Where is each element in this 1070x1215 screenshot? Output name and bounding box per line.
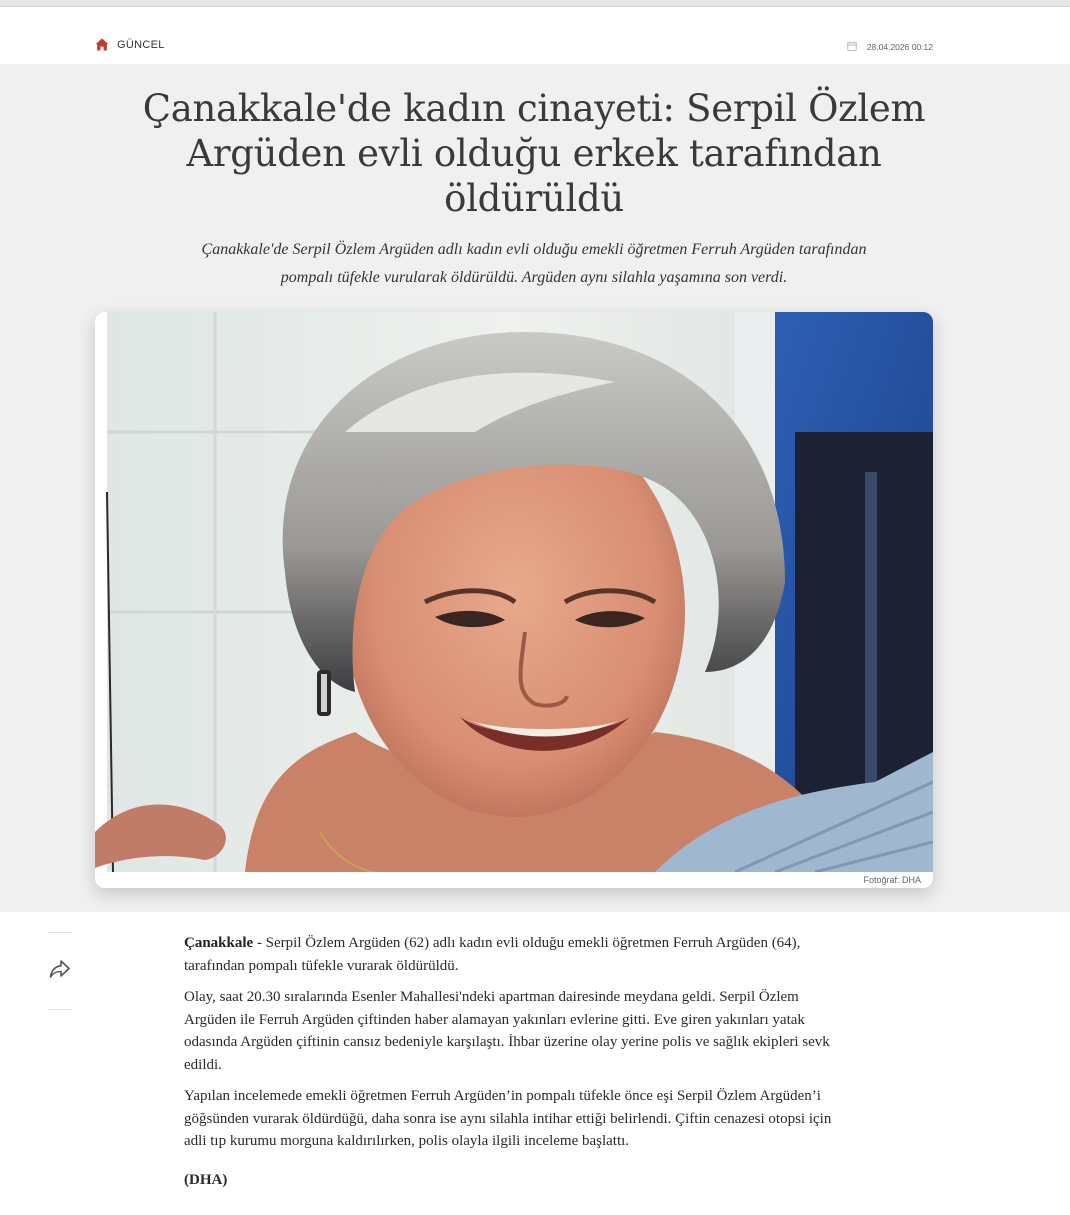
source-tag: (DHA) xyxy=(184,1171,228,1188)
article-photo xyxy=(95,312,933,888)
article-title: Çanakkale'de kadın cinayeti: Serpil Özlem Argüden evli olduğu erkek tarafından öldürüldü xyxy=(142,87,926,220)
lead-text: - Serpil Özlem Argüden (62) adlı kadın evli olduğu emekli öğretmen Ferruh Argüden (64), tarafından pompalı tüfekle vurarak öldürüldü. xyxy=(184,935,801,974)
article-meta xyxy=(95,38,933,58)
category-link[interactable] xyxy=(95,38,165,51)
category-label: GÜNCEL xyxy=(117,38,165,51)
lead-location: Çanakkale xyxy=(184,935,254,951)
top-bar xyxy=(0,0,1070,7)
publish-date xyxy=(847,41,933,53)
paragraph-2: Olay, saat 20.30 sıralarında Esenler Mahallesi'ndeki apartman dairesinde meydana geldi. Serpil Özlem Argüden ile Ferruh Argüden çiftinden haber alamayan yakınları evlerine gitti. Eve giren yakınları yatak odasında Argüden çiftinin cansız bedeniyle karşılaştı. İhbar üzerine olay yerine polis ve sağlık ekipleri sevk edildi. xyxy=(184,989,830,1073)
lead-paragraph xyxy=(184,932,850,977)
calendar-icon xyxy=(847,41,857,53)
article-body xyxy=(184,932,850,1200)
portrait-image xyxy=(95,312,933,888)
date-text: 28.04.2026 00:12 xyxy=(866,42,933,52)
photo-credit: Fotoğraf: DHA xyxy=(863,875,921,885)
share-button[interactable] xyxy=(48,932,72,1010)
paragraph-3: Yapılan incelemede emekli öğretmen Ferruh Argüden’in pompalı tüfekle önce eşi Serpil Özlem Argüden’i göğsünden vurarak öldürdüğü, daha sonra ise aynı silahla intihar ettiği belirlendi. Çiftin cenazesi otopsi için adli tıp kurumu morguna kaldırılırken, polis olayla ilgili inceleme başlattı. xyxy=(184,1088,832,1149)
home-icon xyxy=(95,38,109,51)
article-spot: Çanakkale'de Serpil Özlem Argüden adlı kadın evli olduğu emekli öğretmen Ferruh Argüden tarafından pompalı tüfekle vurularak öldürüldü. Argüden aynı silahla yaşamına son verdi. xyxy=(201,241,867,286)
share-icon xyxy=(49,959,71,984)
